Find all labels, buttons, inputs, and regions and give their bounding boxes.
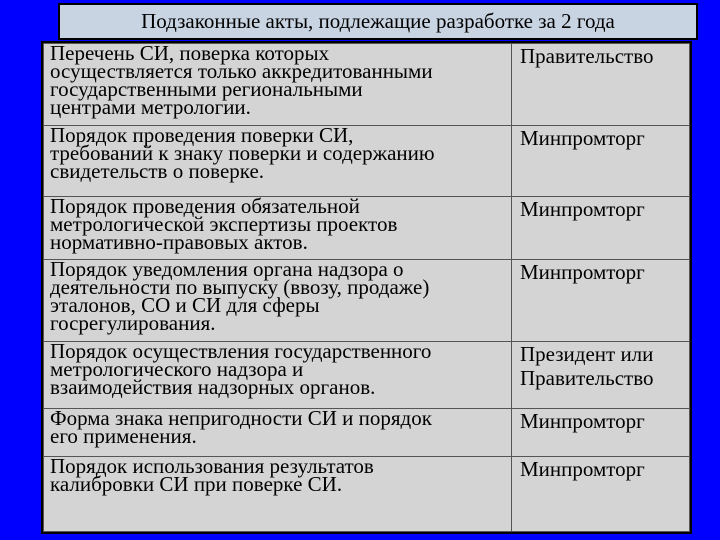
responsible-body-cell: Минпромторг xyxy=(512,409,690,457)
table-row xyxy=(44,409,690,457)
act-cell: Форма знака непригодности СИ и порядок его применения. xyxy=(44,409,512,457)
act-cell: Порядок проведения поверки СИ, требований к знаку поверки и содержанию свидетельств о поверке. xyxy=(44,126,512,197)
slide-title-text: Подзаконные акты, подлежащие разработке за 2 года xyxy=(141,9,615,33)
act-cell: Перечень СИ, поверка которых осуществляется только аккредитованными государственными региональными центрами метрологии. xyxy=(44,44,512,126)
table-row xyxy=(44,126,690,197)
responsible-body-cell: Минпромторг xyxy=(512,457,690,532)
responsible-body-cell: Минпромторг xyxy=(512,126,690,197)
table-row xyxy=(44,44,690,126)
acts-table xyxy=(41,41,692,534)
table-row xyxy=(44,457,690,532)
table-row xyxy=(44,260,690,342)
act-cell: Порядок проведения обязательной метрологической экспертизы проектов нормативно-правовых актов. xyxy=(44,197,512,260)
table-row xyxy=(44,197,690,260)
act-cell: Порядок уведомления органа надзора о деятельности по выпуску (ввозу, продаже) эталонов, СО и СИ для сферы госрегулирования. xyxy=(44,260,512,342)
slide-title xyxy=(58,3,698,40)
responsible-body-cell: Президент или Правительство xyxy=(512,342,690,409)
act-cell: Порядок осуществления государственного метрологического надзора и взаимодействия надзорных органов. xyxy=(44,342,512,409)
responsible-body-cell: Правительство xyxy=(512,44,690,126)
responsible-body-cell: Минпромторг xyxy=(512,197,690,260)
table-row xyxy=(44,342,690,409)
act-cell: Порядок использования результатов калибровки СИ при поверке СИ. xyxy=(44,457,512,532)
acts-table-grid xyxy=(43,43,690,532)
responsible-body-cell: Минпромторг xyxy=(512,260,690,342)
